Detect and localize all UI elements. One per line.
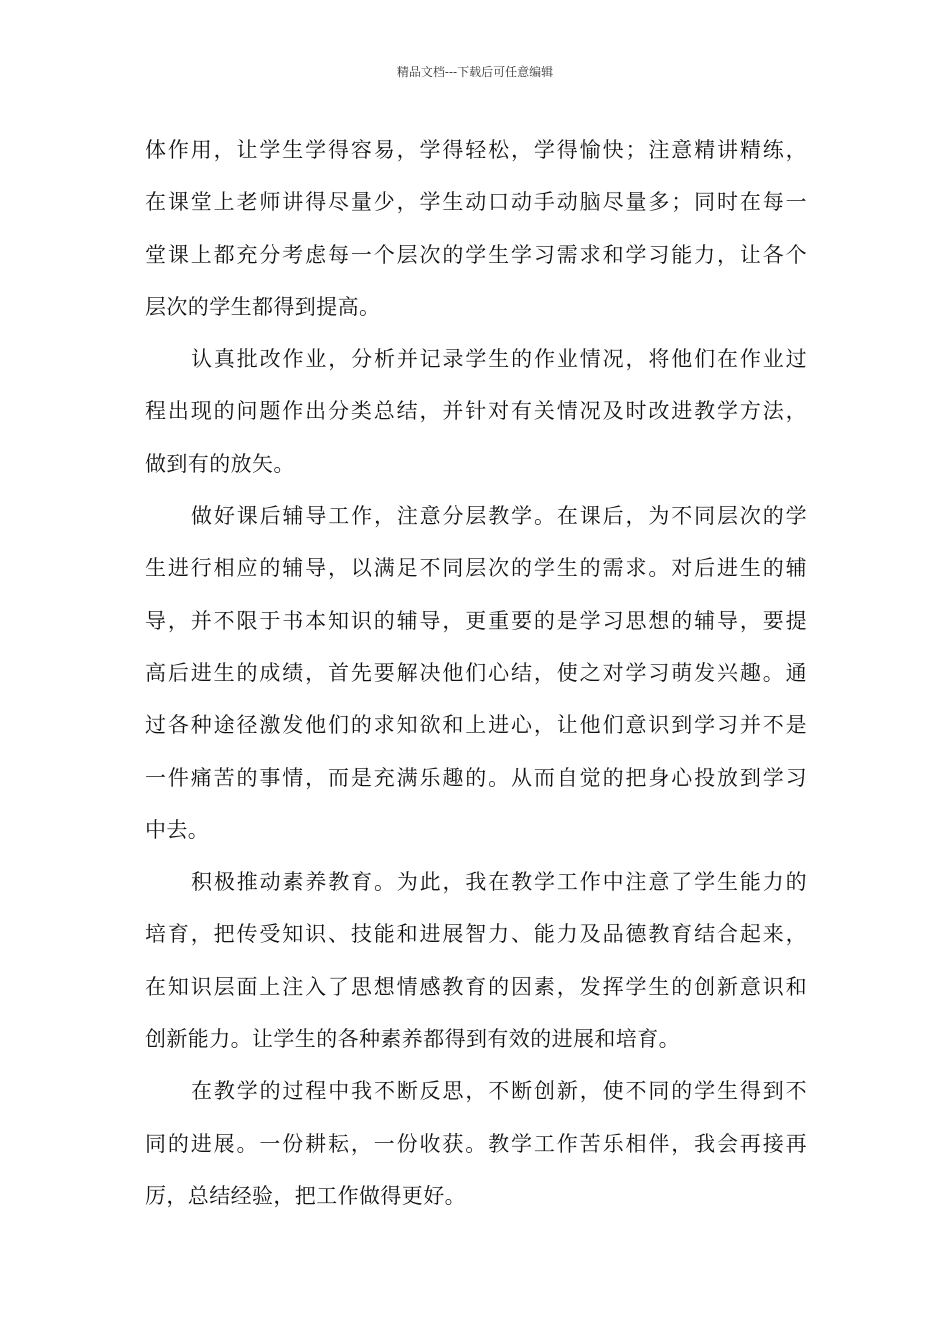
text-line: 程出现的问题作出分类总结，并针对有关情况及时改进教学方法，: [145, 399, 807, 424]
text-line: 厉，总结经验，把工作做得更好。: [145, 1183, 466, 1208]
paragraph-first-line: 积极推动素养教育。为此，我在教学工作中注意了学生能力的: [191, 870, 807, 895]
text-line: 做到有的放矢。: [145, 451, 295, 476]
text-line: 在知识层面上注入了思想情感教育的因素，发挥学生的创新意识和: [145, 974, 807, 999]
text-line: 创新能力。让学生的各种素养都得到有效的进展和培育。: [145, 1027, 680, 1052]
text-line: 导，并不限于书本知识的辅导，更重要的是学习思想的辅导，要提: [145, 608, 807, 633]
text-line: 过各种途径激发他们的求知欲和上进心，让他们意识到学习并不是: [145, 713, 807, 738]
paragraph-first-line: 认真批改作业，分析并记录学生的作业情况，将他们在作业过: [191, 347, 807, 372]
text-line: 一件痛苦的事情，而是充满乐趣的。从而自觉的把身心投放到学习: [145, 765, 807, 790]
text-line: 生进行相应的辅导，以满足不同层次的学生的需求。对后进生的辅: [145, 556, 807, 581]
text-line: 层次的学生都得到提高。: [145, 294, 381, 319]
paragraph-first-line: 在教学的过程中我不断反思，不断创新，使不同的学生得到不: [191, 1079, 807, 1104]
text-line: 同的进展。一份耕耘，一份收获。教学工作苦乐相伴，我会再接再: [145, 1131, 807, 1156]
text-line: 体作用，让学生学得容易，学得轻松，学得愉快；注意精讲精练，: [145, 138, 807, 162]
text-line: 中去。: [145, 817, 210, 842]
text-line: 高后进生的成绩，首先要解决他们心结，使之对学习萌发兴趣。通: [145, 660, 807, 685]
paragraph-first-line: 做好课后辅导工作，注意分层教学。在课后，为不同层次的学: [191, 504, 807, 529]
text-line: 堂课上都充分考虑每一个层次的学生学习需求和学习能力，让各个: [145, 242, 807, 267]
document-body: [145, 128, 807, 1226]
page-header: 精品文档---下载后可任意编辑: [396, 65, 554, 79]
text-line: 培育，把传受知识、技能和进展智力、能力及品德教育结合起来，: [145, 922, 807, 947]
text-line: 在课堂上老师讲得尽量少，学生动口动手动脑尽量多；同时在每一: [145, 190, 807, 215]
